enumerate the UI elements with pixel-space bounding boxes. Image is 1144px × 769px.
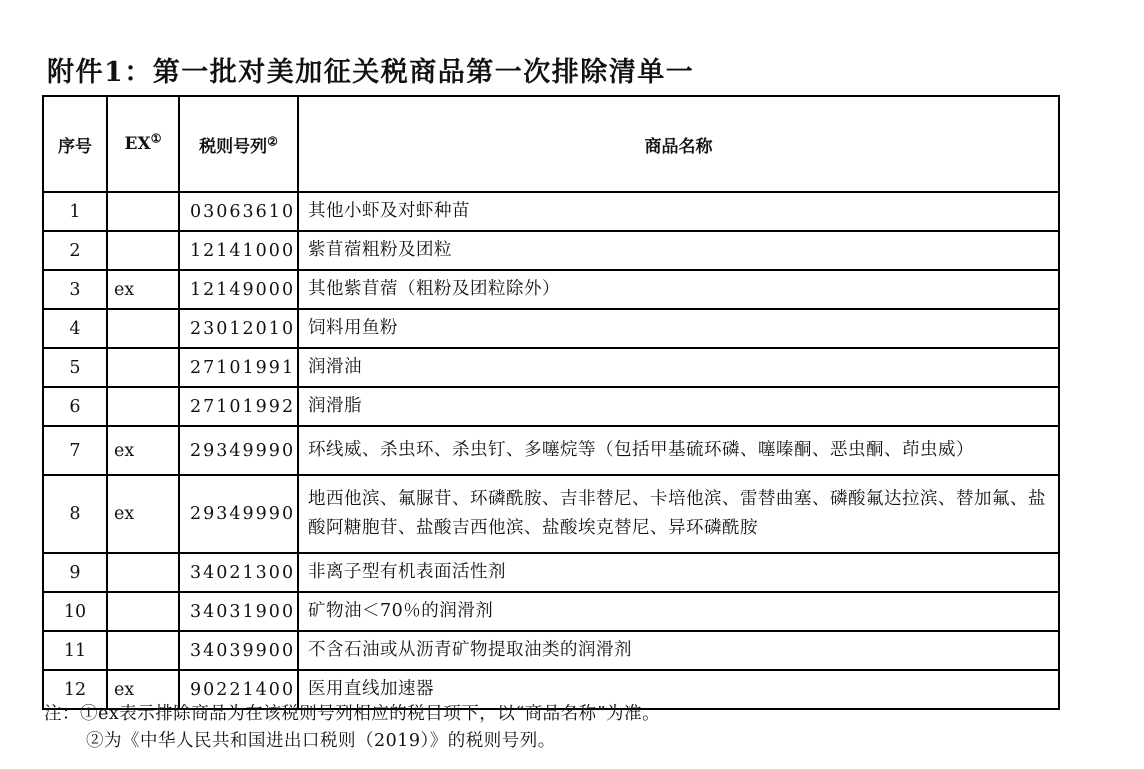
cell-no: 3	[43, 270, 107, 309]
cell-name: 医用直线加速器	[298, 670, 1059, 709]
cell-ex	[107, 309, 179, 348]
cell-no: 7	[43, 426, 107, 475]
cell-no: 12	[43, 670, 107, 709]
table-row	[43, 631, 1059, 670]
cell-code: 29349990	[179, 475, 298, 553]
footnote-2-text: ②为《中华人民共和国进出口税则（2019）》的税则号列。	[86, 731, 556, 751]
cell-name: 润滑油	[298, 348, 1059, 387]
cell-name: 其他紫苜蓿（粗粉及团粒除外）	[298, 270, 1059, 309]
cell-code: 23012010	[179, 309, 298, 348]
footnote-prefix: 注：	[44, 704, 80, 724]
page-title: 附件1：第一批对美加征关税商品第一次排除清单一	[47, 57, 695, 88]
header-code	[179, 96, 298, 192]
header-ex-label: EX	[124, 134, 151, 154]
cell-name: 饲料用鱼粉	[298, 309, 1059, 348]
table-row	[43, 387, 1059, 426]
header-name	[298, 96, 1059, 192]
cell-ex	[107, 631, 179, 670]
cell-name: 环线威、杀虫环、杀虫钉、多噻烷等（包括甲基硫环磷、噻嗪酮、恶虫酮、茚虫威）	[298, 426, 1059, 475]
cell-ex: ex	[107, 270, 179, 309]
cell-name: 地西他滨、氟脲苷、环磷酰胺、吉非替尼、卡培他滨、雷替曲塞、磷酸氟达拉滨、替加氟、盐酸阿糖胞苷、盐酸吉西他滨、盐酸埃克替尼、异环磷酰胺	[298, 475, 1059, 553]
table-header-row	[43, 96, 1059, 192]
cell-no: 8	[43, 475, 107, 553]
cell-ex	[107, 592, 179, 631]
cell-name: 紫苜蓿粗粉及团粒	[298, 231, 1059, 270]
footnote-marker-2: ②	[267, 133, 278, 148]
cell-name: 矿物油＜70％的润滑剂	[298, 592, 1059, 631]
cell-code: 27101992	[179, 387, 298, 426]
table-row	[43, 309, 1059, 348]
cell-code: 12141000	[179, 231, 298, 270]
cell-no: 11	[43, 631, 107, 670]
footnote-line-1	[30, 701, 660, 728]
cell-no: 6	[43, 387, 107, 426]
table-row	[43, 270, 1059, 309]
header-no	[43, 96, 107, 192]
cell-ex	[107, 553, 179, 592]
cell-no: 5	[43, 348, 107, 387]
cell-code: 27101991	[179, 348, 298, 387]
cell-ex	[107, 348, 179, 387]
cell-code: 34021300	[179, 553, 298, 592]
cell-ex: ex	[107, 475, 179, 553]
table-row	[43, 475, 1059, 553]
header-code-label: 税则号列	[199, 136, 268, 157]
cell-name: 其他小虾及对虾种苗	[298, 192, 1059, 231]
footnote-marker-1: ①	[150, 131, 162, 146]
cell-ex	[107, 387, 179, 426]
table-row	[43, 231, 1059, 270]
cell-name: 润滑脂	[298, 387, 1059, 426]
exclusion-list-table	[42, 95, 1060, 710]
footnotes	[30, 701, 660, 755]
table-row	[43, 348, 1059, 387]
cell-ex	[107, 231, 179, 270]
cell-no: 9	[43, 553, 107, 592]
cell-ex: ex	[107, 670, 179, 709]
cell-name: 不含石油或从沥青矿物提取油类的润滑剂	[298, 631, 1059, 670]
header-no-label: 序号	[58, 136, 92, 157]
footnote-1-text: ①ex表示排除商品为在该税则号列相应的税目项下，以“商品名称”为准。	[80, 704, 661, 724]
cell-name: 非离子型有机表面活性剂	[298, 553, 1059, 592]
cell-code: 03063610	[179, 192, 298, 231]
cell-no: 1	[43, 192, 107, 231]
cell-code: 34031900	[179, 592, 298, 631]
cell-no: 2	[43, 231, 107, 270]
cell-code: 29349990	[179, 426, 298, 475]
cell-no: 10	[43, 592, 107, 631]
header-ex	[107, 96, 179, 192]
table-row	[43, 553, 1059, 592]
cell-code: 90221400	[179, 670, 298, 709]
cell-ex: ex	[107, 426, 179, 475]
footnote-line-2	[30, 728, 660, 755]
table-row	[43, 592, 1059, 631]
table-row	[43, 426, 1059, 475]
table-row	[43, 192, 1059, 231]
cell-code: 12149000	[179, 270, 298, 309]
header-name-label: 商品名称	[644, 136, 713, 157]
cell-ex	[107, 192, 179, 231]
cell-no: 4	[43, 309, 107, 348]
cell-code: 34039900	[179, 631, 298, 670]
